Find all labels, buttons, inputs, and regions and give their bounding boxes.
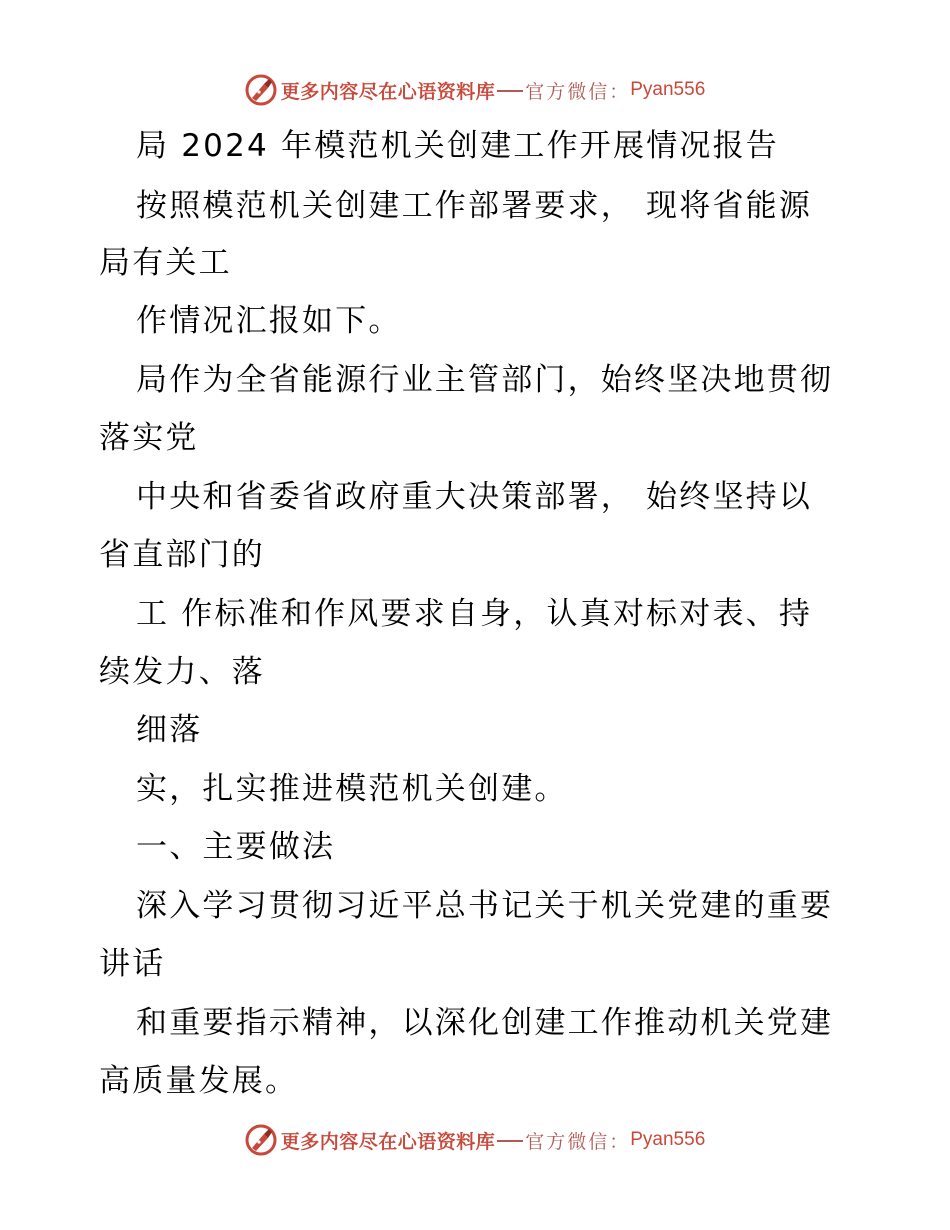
pen-logo-icon [245, 74, 277, 106]
text-line: 省直部门的 [99, 537, 265, 573]
section-heading: 一、主要做法 [136, 829, 336, 865]
text-line: 续发力、落 [99, 654, 265, 690]
banner-title: 更多内容尽在心语资料库 [280, 1130, 496, 1153]
text-line: 中央和省委省政府重大决策部署， 始终坚持以 [136, 479, 813, 515]
banner-dash [497, 90, 523, 92]
text-line: 讲话 [99, 946, 166, 982]
text-line: 细落 [136, 712, 203, 748]
banner-dash [497, 1140, 523, 1142]
text-line: 局作为全省能源行业主管部门，始终坚决地贯彻 [136, 362, 834, 398]
text-line: 局有关工 [99, 245, 232, 281]
text-line: 高质量发展。 [99, 1063, 299, 1099]
text-line: 按照模范机关创建工作部署要求， 现将省能源 [136, 188, 813, 224]
banner-title: 更多内容尽在心语资料库 [280, 80, 496, 103]
text-line: 作情况汇报如下。 [136, 303, 402, 339]
header-banner [0, 72, 950, 108]
text-line: 和重要指示精神，以深化创建工作推动机关党建 [136, 1005, 834, 1041]
banner-wechat-id: Pyan556 [630, 1129, 706, 1150]
banner-wechat-label: 官方微信： [525, 80, 631, 103]
text-line: 工 作标准和作风要求自身，认真对标对表、持 [136, 596, 813, 632]
text-line: 深入学习贯彻习近平总书记关于机关党建的重要 [136, 888, 834, 924]
pen-logo-icon [245, 1124, 277, 1156]
text-line: 实，扎实推进模范机关创建。 [136, 771, 568, 807]
footer-banner [0, 1122, 950, 1158]
banner-wechat-label: 官方微信： [525, 1130, 631, 1153]
banner-wechat-id: Pyan556 [630, 79, 706, 100]
text-line: 落实党 [99, 420, 199, 456]
report-title: 局 2024 年模范机关创建工作开展情况报告 [136, 128, 779, 164]
